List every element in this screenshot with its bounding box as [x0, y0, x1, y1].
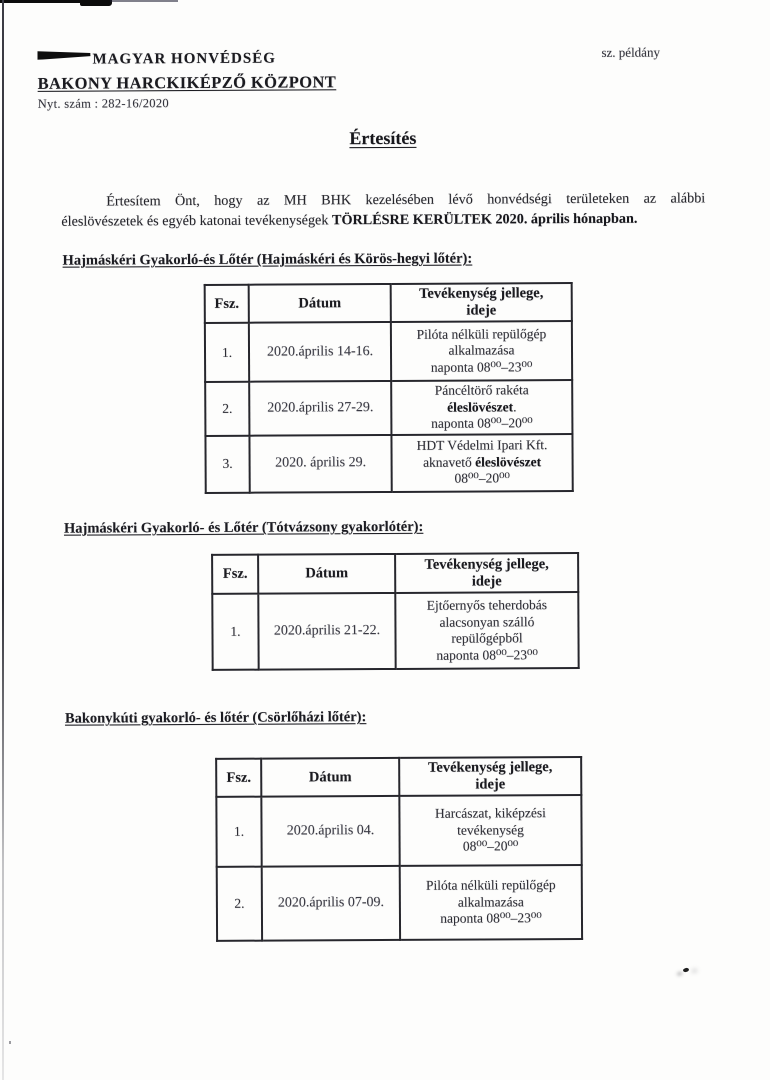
cell-activity	[391, 321, 572, 381]
table-row	[205, 380, 572, 435]
text: Ejtőernyős teherdobás	[426, 597, 548, 613]
activity-line	[396, 415, 567, 432]
activity-line	[404, 822, 576, 839]
cell-activity	[400, 865, 582, 940]
section-heading-bakonykuti: Bakonykúti gyakorló- és lőtér (Csörlőházi lőtér):	[64, 709, 367, 727]
bold-text: TÖRLÉSRE KERÜLTEK 2020. április hónapban.	[331, 210, 638, 228]
cell-activity	[391, 434, 572, 492]
activity-line	[397, 454, 568, 471]
text: repülőgépből	[451, 630, 523, 646]
document-title	[0, 126, 768, 151]
intro-paragraph	[61, 189, 705, 231]
column-header-line: ideje	[466, 302, 497, 319]
text: .	[513, 398, 517, 414]
section-heading-hajmaskeri-koroshegyi: Hajmáskéri Gyakorló-és Lőtér (Hajmáskéri és Körös-hegyi lőtér):	[62, 250, 473, 269]
column-header	[399, 757, 581, 796]
activity-line	[405, 910, 577, 927]
cell-datum: 2020. április 29.	[249, 434, 391, 492]
activity-line	[396, 359, 567, 376]
activity-table-bakonykuti	[215, 756, 583, 942]
text: HDT Védelmi Ipari Kft.	[416, 437, 548, 454]
activity-line	[396, 342, 567, 359]
cell-datum: 2020.április 04.	[261, 796, 399, 867]
table-row	[216, 795, 581, 867]
column-header-line: Fsz.	[222, 565, 248, 582]
table-header-row	[216, 757, 581, 797]
column-header-line: Tevékenység jellege,	[427, 759, 553, 776]
activity-line	[396, 437, 567, 454]
text: éleslövészetek és egyéb katonai tevékenységek	[61, 211, 333, 230]
text: naponta 08⁰⁰–23⁰⁰	[440, 910, 542, 926]
cell-datum: 2020.április 21-22.	[258, 593, 395, 670]
text: alkalmazása	[448, 342, 515, 358]
paragraph-line	[61, 209, 705, 232]
text: Pilóta nélküli repülőgép	[425, 877, 556, 894]
column-header	[391, 283, 572, 322]
column-header-line: Tevékenység jellege,	[424, 555, 549, 573]
activity-table-totvazsony	[211, 552, 580, 671]
text: aknavető	[423, 454, 476, 470]
column-header	[261, 758, 399, 797]
table-row	[217, 865, 582, 941]
cell-fsz: 1.	[212, 594, 258, 670]
column-header-line: Fsz.	[214, 295, 240, 312]
bold-text: éleslövészet	[475, 453, 542, 470]
redaction-mark	[37, 51, 90, 60]
table-header-row	[205, 283, 572, 323]
text: naponta 08⁰⁰–23⁰⁰	[436, 646, 538, 663]
activity-line	[405, 877, 577, 894]
column-header-line: ideje	[475, 776, 506, 793]
column-header-line: Dátum	[308, 768, 352, 785]
activity-line	[400, 630, 573, 647]
activity-line	[396, 399, 567, 416]
activity-line	[404, 805, 576, 822]
bold-text: éleslövészet	[447, 398, 514, 415]
text: Harcászat, kiképzési	[434, 805, 546, 821]
cell-fsz: 1.	[205, 323, 249, 382]
column-header	[395, 553, 578, 593]
activity-line	[396, 326, 567, 343]
text: 08⁰⁰–20⁰⁰	[454, 470, 510, 486]
column-header-line: ideje	[471, 572, 502, 590]
paragraph-line	[61, 189, 705, 212]
table-row	[205, 434, 572, 493]
cell-fsz: 2.	[217, 867, 262, 941]
column-header	[258, 554, 395, 594]
organization-unit: BAKONY HARCKIKÉPZŐ KÖZPONT	[37, 72, 337, 93]
text: alacsonyan szálló	[439, 613, 535, 630]
text: Pilóta nélküli repülőgép	[416, 325, 547, 342]
activity-table-hajmaskeri-koroshegyi	[204, 282, 574, 493]
activity-line	[401, 647, 574, 664]
cell-datum: 2020.április 27-29.	[249, 381, 391, 435]
text: Értesítem Önt, hogy az MH BHK kezelésében lévő honvédségi területeken az alábbi	[106, 190, 706, 210]
cell-fsz: 3.	[205, 435, 249, 492]
table-header-row	[212, 553, 578, 594]
registry-number: Nyt. szám : 282-16/2020	[37, 96, 169, 111]
section-heading-totvazsony: Hajmáskéri Gyakorló- és Lőtér (Tótvázsony gyakorlótér):	[63, 518, 424, 537]
cell-datum: 2020.április 14-16.	[249, 322, 391, 382]
cell-activity	[399, 795, 581, 866]
cell-fsz: 1.	[216, 797, 261, 867]
column-header-line: Fsz.	[226, 769, 252, 786]
copy-number-label: sz. példány	[601, 44, 660, 60]
activity-line	[397, 470, 568, 487]
activity-line	[405, 894, 577, 911]
column-header	[212, 555, 258, 594]
column-header-line: Dátum	[298, 294, 342, 311]
column-header-line: Dátum	[305, 565, 349, 582]
text: Páncéltörő rakéta	[434, 382, 529, 398]
cell-fsz: 2.	[205, 382, 249, 436]
column-header	[249, 284, 391, 323]
document-title-text: Értesítés	[349, 127, 417, 149]
organization-name: MAGYAR HONVÉDSÉG	[92, 50, 276, 68]
text: naponta 08⁰⁰–20⁰⁰	[431, 415, 533, 431]
text: 08⁰⁰–20⁰⁰	[462, 838, 519, 854]
cell-datum: 2020.április 07-09.	[262, 866, 400, 941]
column-header	[205, 285, 249, 323]
activity-line	[396, 382, 567, 399]
column-header	[216, 759, 261, 797]
table-row	[205, 321, 572, 382]
text: alkalmazása	[457, 894, 524, 910]
table-row	[212, 592, 578, 670]
text: tevékenység	[457, 822, 524, 838]
cell-activity	[395, 592, 578, 669]
activity-line	[405, 838, 577, 855]
cell-activity	[391, 380, 572, 434]
activity-line	[400, 614, 573, 631]
activity-line	[400, 597, 573, 614]
text: naponta 08⁰⁰–23⁰⁰	[430, 358, 533, 375]
column-header-line: Tevékenység jellege,	[419, 285, 544, 302]
